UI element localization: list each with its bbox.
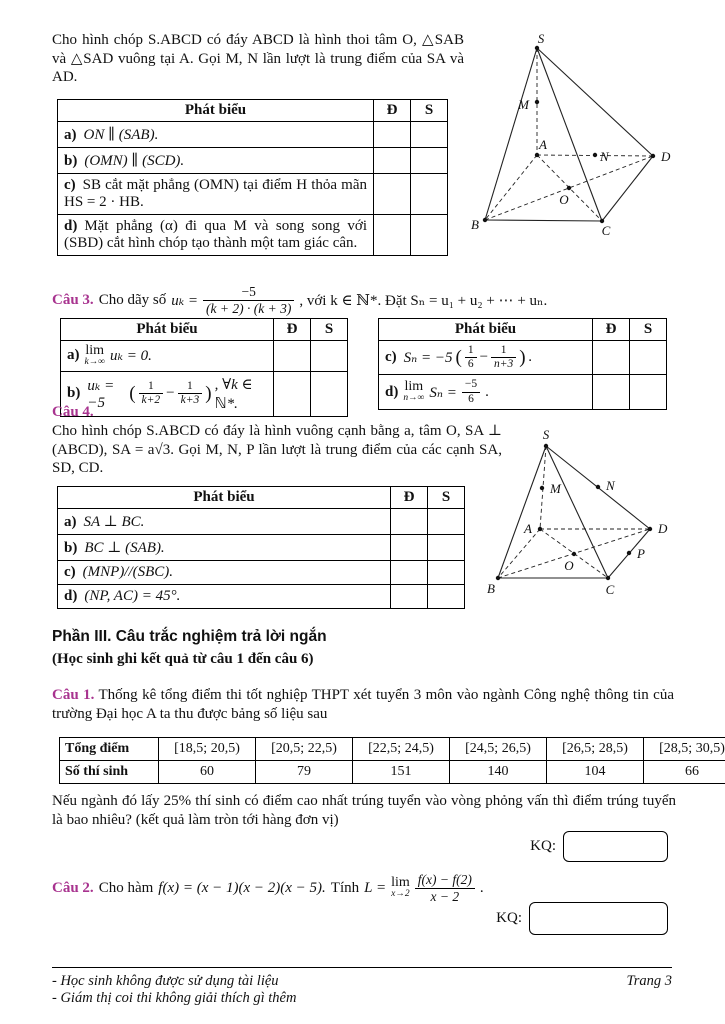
cau3-fraction: $\frac{-5}{(k + 2) \cdot (k + 3)}$ bbox=[203, 284, 294, 316]
interval-cell: [24,5; 26,5) bbox=[450, 738, 547, 761]
open-paren: ( bbox=[129, 383, 136, 404]
count-row bbox=[60, 761, 725, 784]
statement-row-b bbox=[61, 371, 348, 416]
column-header-dung: Đ bbox=[274, 319, 311, 341]
row-label: d) bbox=[64, 588, 78, 604]
cau2-mid-math: L = bbox=[364, 879, 387, 896]
count-cell: 66 bbox=[644, 761, 725, 784]
row-label: c) bbox=[385, 349, 397, 366]
header-row bbox=[58, 487, 465, 509]
statement-text: SA ⊥ BC. bbox=[83, 514, 145, 530]
cau3-right-table bbox=[378, 318, 667, 410]
cau1-label: Câu 1. bbox=[52, 687, 95, 703]
column-header-phat-bieu: Phát biểu bbox=[61, 319, 274, 341]
statement-text: uₖ = 0. bbox=[110, 348, 152, 365]
fig2-label-O: O bbox=[564, 558, 574, 573]
cau4-problem-text: Cho hình chóp S.ABCD có đáy là hình vuông cạnh bằng a, tâm O, SA ⊥ (ABCD), SA = a√3. Gọi M, N, P lần lượt là trung điểm của các cạnh SA, SD, CD. bbox=[52, 423, 502, 476]
score-row bbox=[60, 738, 725, 761]
cau3-lead-text: Cho dãy số bbox=[98, 291, 167, 308]
cau3-lead-math: uₖ = bbox=[171, 292, 199, 309]
statement-text: . bbox=[528, 349, 533, 366]
fig1-label-O: O bbox=[559, 192, 569, 207]
statement-row-d bbox=[379, 375, 667, 409]
header-row bbox=[61, 319, 348, 341]
column-header-sai: S bbox=[411, 100, 448, 122]
statement-row-a bbox=[61, 341, 348, 372]
answer-cell-dung[interactable] bbox=[593, 375, 630, 409]
pyramid-rhombus-figure bbox=[465, 33, 715, 238]
fraction: $\frac{1}{k+3}$ bbox=[178, 380, 203, 407]
fig2-label-S: S bbox=[542, 428, 550, 442]
pyramid-square-figure bbox=[482, 428, 717, 606]
count-cell: 140 bbox=[450, 761, 547, 784]
close-paren: ) bbox=[205, 383, 212, 404]
answer-cell-sai[interactable] bbox=[411, 215, 448, 256]
footer-rule bbox=[52, 967, 672, 968]
cau3-label: Câu 3. bbox=[52, 291, 94, 308]
row-header-so-thi-sinh: Số thí sinh bbox=[60, 761, 159, 784]
statement-row-c bbox=[58, 561, 465, 585]
statement-text: BC ⊥ (SAB). bbox=[84, 540, 165, 556]
footer-note-1: - Học sinh không được sử dụng tài liệu bbox=[52, 973, 279, 989]
answer-cell-dung[interactable] bbox=[593, 341, 630, 375]
statement-row-c bbox=[58, 174, 448, 215]
fig2-label-M: M bbox=[550, 481, 561, 496]
statement-row-a bbox=[58, 509, 465, 535]
minus-sign: − bbox=[479, 349, 489, 366]
count-cell: 60 bbox=[159, 761, 256, 784]
statement-row-d bbox=[58, 215, 448, 256]
answer-cell-sai[interactable] bbox=[630, 341, 667, 375]
cau2-post: . bbox=[479, 879, 484, 896]
answer-box[interactable] bbox=[563, 831, 668, 862]
answer-cell-dung[interactable] bbox=[391, 535, 428, 561]
fig1-label-C: C bbox=[601, 223, 611, 238]
answer-cell-sai[interactable] bbox=[428, 535, 465, 561]
answer-cell-sai[interactable] bbox=[311, 371, 348, 416]
statement-text: SB cắt mặt phẳng (OMN) tại điểm H thỏa mãn HS = 2 · HB. bbox=[64, 177, 367, 210]
kq-label: KQ: bbox=[530, 838, 556, 854]
column-header-sai: S bbox=[630, 319, 667, 341]
cau2-pre-text: Cho hàm bbox=[98, 879, 154, 896]
limit-notation: lim n→∞ bbox=[403, 379, 425, 404]
part3-subtitle: (Học sinh ghi kết quả từ câu 1 đến câu 6) bbox=[52, 651, 314, 667]
header-row bbox=[58, 100, 448, 122]
cau2-function: f(x) = (x − 1)(x − 2)(x − 5). bbox=[158, 879, 326, 896]
statement-text: Sₙ = bbox=[429, 384, 457, 401]
column-header-phat-bieu: Phát biểu bbox=[58, 100, 374, 122]
cau4-statement-table bbox=[57, 486, 465, 609]
interval-cell: [28,5; 30,5) bbox=[644, 738, 725, 761]
fig1-label-M: M bbox=[518, 97, 529, 112]
cau1-answer-area bbox=[530, 831, 668, 862]
answer-cell-dung[interactable] bbox=[374, 174, 411, 215]
statement-row-b bbox=[58, 148, 448, 174]
fig2-label-P: P bbox=[637, 546, 645, 561]
answer-cell-sai[interactable] bbox=[428, 509, 465, 535]
statement-text: (MNP)//(SBC). bbox=[82, 564, 174, 580]
cau3-lead bbox=[52, 283, 547, 317]
cau3-left-table bbox=[60, 318, 348, 417]
answer-cell-sai[interactable] bbox=[411, 148, 448, 174]
column-header-sai: S bbox=[428, 487, 465, 509]
statement-text: . bbox=[485, 383, 489, 400]
answer-cell-dung[interactable] bbox=[374, 215, 411, 256]
statement-row-b bbox=[58, 535, 465, 561]
statement-text: ON ∥ (SAB). bbox=[83, 127, 159, 143]
answer-cell-dung[interactable] bbox=[274, 371, 311, 416]
answer-cell-dung[interactable] bbox=[374, 122, 411, 148]
statement-text: , ∀k ∈ ℕ*. bbox=[214, 376, 253, 412]
answer-cell-dung[interactable] bbox=[374, 148, 411, 174]
column-header-dung: Đ bbox=[391, 487, 428, 509]
answer-cell-dung[interactable] bbox=[391, 585, 428, 609]
row-label: a) bbox=[67, 347, 80, 364]
fraction: $\frac{1}{k+2}$ bbox=[139, 380, 164, 407]
page-number: Trang 3 bbox=[626, 973, 672, 989]
fig1-label-D: D bbox=[661, 149, 671, 164]
answer-cell-sai[interactable] bbox=[630, 375, 667, 409]
row-label: b) bbox=[64, 153, 78, 169]
fig2-label-B: B bbox=[487, 581, 495, 596]
column-header-dung: Đ bbox=[374, 100, 411, 122]
cau4-label: Câu 4. bbox=[52, 404, 94, 420]
answer-cell-sai[interactable] bbox=[428, 585, 465, 609]
kq-label: KQ: bbox=[496, 910, 522, 926]
cau1-question: Nếu ngành đó lấy 25% thí sinh có điểm cao nhất trúng tuyển vào vòng phỏng vấn thì điểm trúng tuyển là bao nhiêu? (kết quả làm tròn tới hàng đơn vị) bbox=[52, 793, 676, 828]
fig2-label-D: D bbox=[658, 521, 668, 536]
interval-cell: [26,5; 28,5) bbox=[547, 738, 644, 761]
answer-box[interactable] bbox=[529, 902, 668, 935]
answer-cell-dung[interactable] bbox=[391, 509, 428, 535]
limit-notation: lim x→2 bbox=[391, 875, 410, 900]
count-cell: 151 bbox=[353, 761, 450, 784]
cau1-paragraph bbox=[52, 686, 674, 723]
answer-cell-sai[interactable] bbox=[428, 561, 465, 585]
limit-notation: lim k→∞ bbox=[84, 343, 105, 367]
cau2-answer-area bbox=[496, 902, 668, 935]
fig2-label-A: A bbox=[524, 521, 532, 536]
score-frequency-table bbox=[59, 737, 725, 784]
open-paren: ( bbox=[455, 347, 462, 369]
cau1-body: Thống kê tổng điểm thi tốt nghiệp THPT xét tuyển 3 môn vào ngành Công nghệ thông tin của trường Đại học A ta thu được bảng số liệu sau bbox=[52, 687, 674, 722]
column-header-phat-bieu: Phát biểu bbox=[58, 487, 391, 509]
interval-cell: [18,5; 20,5) bbox=[159, 738, 256, 761]
part3-title: Phần III. Câu trắc nghiệm trả lời ngắn bbox=[52, 628, 327, 645]
column-header-phat-bieu: Phát biểu bbox=[379, 319, 593, 341]
cau3-lead-post: , với k ∈ ℕ*. Đặt Sₙ = u₁ + u₂ + ⋯ + uₙ. bbox=[299, 292, 548, 309]
row-label: b) bbox=[67, 385, 81, 401]
count-cell: 79 bbox=[256, 761, 353, 784]
statement-text: (NP, AC) = 45°. bbox=[84, 588, 181, 604]
statement-text: Sₙ = −5 bbox=[403, 350, 453, 367]
statement-row-d bbox=[58, 585, 465, 609]
fig2-label-N: N bbox=[606, 478, 615, 493]
fig1-label-N: N bbox=[600, 149, 609, 164]
statement-text: (OMN) ∥ (SCD). bbox=[84, 153, 185, 169]
fraction: $\frac{1}{6}$ bbox=[465, 344, 477, 371]
column-header-dung: Đ bbox=[593, 319, 630, 341]
answer-cell-sai[interactable] bbox=[411, 122, 448, 148]
interval-cell: [20,5; 22,5) bbox=[256, 738, 353, 761]
statement-text: Mặt phẳng (α) đi qua M và song song với (SBD) cắt hình chóp tạo thành một tam giác cân. bbox=[64, 218, 367, 251]
interval-cell: [22,5; 24,5) bbox=[353, 738, 450, 761]
cau2-mid-text: Tính bbox=[330, 879, 360, 896]
fig2-label-C: C bbox=[605, 582, 615, 597]
fig1-label-S: S bbox=[537, 33, 545, 46]
cau2-lead bbox=[52, 869, 484, 907]
statement-row-a bbox=[58, 122, 448, 148]
cau2-label: Câu 2. bbox=[52, 879, 94, 896]
column-header-sai: S bbox=[311, 319, 348, 341]
row-label: d) bbox=[385, 383, 399, 400]
footer-note-2: - Giám thị coi thi không giải thích gì thêm bbox=[52, 990, 297, 1006]
close-paren: ) bbox=[519, 347, 526, 369]
row-label: c) bbox=[64, 177, 76, 193]
answer-cell-sai[interactable] bbox=[411, 174, 448, 215]
row-label: a) bbox=[64, 127, 77, 143]
answer-cell-sai[interactable] bbox=[311, 341, 348, 372]
count-cell: 104 bbox=[547, 761, 644, 784]
row-label: c) bbox=[64, 564, 76, 580]
row-label: d) bbox=[64, 218, 78, 234]
statement-row-c bbox=[379, 341, 667, 375]
fig1-label-A: A bbox=[539, 137, 547, 152]
header-row bbox=[379, 319, 667, 341]
cau2-fraction: $\frac{f(x) - f(2)}{x - 2}$ bbox=[415, 872, 475, 904]
rhombus-problem-text: Cho hình chóp S.ABCD có đáy ABCD là hình thoi tâm O, △SAB và △SAD vuông tại A. Gọi M, N lần lượt là trung điểm của SA và AD. bbox=[52, 32, 464, 85]
minus-sign: − bbox=[166, 385, 175, 401]
fig1-label-B: B bbox=[471, 217, 479, 232]
row-label: a) bbox=[64, 514, 77, 530]
row-label: b) bbox=[64, 540, 78, 556]
fraction: $\frac{1}{n+3}$ bbox=[491, 344, 516, 371]
rhombus-statement-table bbox=[57, 99, 448, 256]
fraction: $\frac{-5}{6}$ bbox=[462, 378, 480, 405]
row-header-tong-diem: Tổng điểm bbox=[60, 738, 159, 761]
answer-cell-dung[interactable] bbox=[274, 341, 311, 372]
statement-text: uₖ = −5 bbox=[87, 377, 115, 411]
answer-cell-dung[interactable] bbox=[391, 561, 428, 585]
